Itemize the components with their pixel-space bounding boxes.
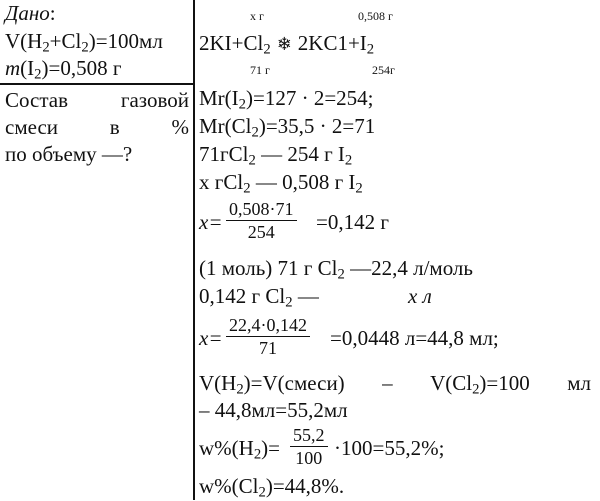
given-mass-a: (I [20,56,35,80]
subscript: 2 [337,266,345,283]
volume-line-2: – 44,8мл=55,2мл [199,398,348,422]
text-part: )=127 · 2=254; [246,86,374,110]
find-line-3: по объему —? [5,142,133,166]
text-part: — 254 г I [255,142,345,166]
mass-fraction-h2-fraction [290,426,328,467]
text-part: Mr(Cl [199,114,252,138]
find-word: Состав [5,88,69,112]
find-word: смеси [5,115,59,139]
given-volume-e: )=100мл [88,29,163,53]
subscript: 2 [236,381,244,398]
given-volume-c: +Cl [49,29,82,53]
text-part: x гCl [199,170,244,194]
reaction-label-71: 71 г [250,63,270,77]
reaction-right-sub: 2 [366,41,375,58]
subscript: 2 [355,180,363,197]
reaction-left: 2KI+Cl [199,31,264,55]
volume-line-1 [199,371,591,398]
fraction-numerator: 55,2 [290,426,328,447]
given-mass [5,56,122,83]
text-part: )=100 [479,371,530,395]
vertical-divider [193,0,195,500]
find-line-2 [5,117,189,138]
find-word: в [109,115,120,139]
reaction-right: 2KC1+I [297,31,367,55]
given-mass-sub: 2 [34,66,42,83]
proportion-line-1 [199,142,353,169]
text-part: 71гCl [199,142,249,166]
given-heading-text: Дано [5,1,50,25]
find-word: % [171,115,189,139]
reaction-label-254: 254г [372,63,395,77]
text-part: )=44,8%. [265,474,345,498]
dash: – [382,371,393,395]
text-part: )=35,5 · 2=71 [258,114,376,138]
mass-fraction-h2-result: ·100=55,2%; [334,436,445,460]
find-line-1 [5,90,189,111]
text-part: —22,4 л/моль [344,256,473,280]
given-volume [5,29,163,56]
text-part: — [292,284,319,308]
text-part: 0,142 г Cl [199,284,286,308]
mole-volume-line [199,256,473,283]
x-equation-2-fraction [226,316,310,357]
given-volume-sub1: 2 [42,39,50,56]
proportion-line-2 [199,170,363,197]
given-divider [0,83,194,85]
fraction-numerator: 0,508·71 [226,200,297,221]
reaction-equation [199,31,375,58]
x-equation-2-result: =0,0448 л=44,8 мл; [330,326,499,350]
text-part: )=V(смеси) [243,371,345,395]
molar-mass-i2 [199,86,374,113]
given-volume-a: V(H [5,29,43,53]
subscript: 2 [248,152,256,169]
x-equation-1-var: x= [199,210,223,234]
text-part: Mr(I [199,86,239,110]
proportion-line-3-unknown: x л [408,284,432,308]
subscript: 2 [253,446,262,463]
given-volume-sub2: 2 [81,39,89,56]
molar-mass-cl2 [199,114,376,141]
given-mass-m: m [5,56,21,80]
subscript: 2 [344,152,353,169]
text-part: (1 моль) 71 г Cl [199,256,338,280]
fraction-denominator: 100 [295,448,323,468]
x-equation-1-result: =0,142 г [316,210,389,234]
text-part: V(H [199,371,237,395]
text-part: w%(H [199,436,254,460]
text-part [430,371,530,398]
reaction-left-sub: 2 [263,41,271,58]
unit: мл [567,371,591,395]
subscript: 2 [238,96,246,113]
text-part: V(Cl [430,371,473,395]
reaction-label-mass: 0,508 г [358,9,393,23]
text-part: — 0,508 г I [250,170,356,194]
subscript: 2 [285,294,293,311]
subscript: 2 [251,124,259,141]
mass-fraction-cl2 [199,474,345,501]
mass-fraction-h2 [199,436,281,463]
subscript: 2 [258,484,266,501]
text-part: )= [261,436,281,460]
given-heading-colon: : [49,1,56,25]
text-part: w%(Cl [199,474,259,498]
find-word: газовой [120,88,189,112]
fraction-numerator: 22,4·0,142 [226,316,310,337]
fraction-denominator: 71 [259,338,277,358]
snowflake-icon: ❄ [276,34,292,55]
fraction-denominator: 254 [247,222,275,242]
subscript: 2 [472,381,480,398]
x-equation-1-fraction [226,200,297,241]
given-heading [5,3,56,24]
proportion-line-3 [199,284,319,311]
subscript: 2 [243,180,251,197]
reaction-label-x: x г [250,9,264,23]
text-part [199,371,345,398]
x-equation-2-var: x= [199,326,223,350]
given-mass-c: )=0,508 г [41,56,122,80]
